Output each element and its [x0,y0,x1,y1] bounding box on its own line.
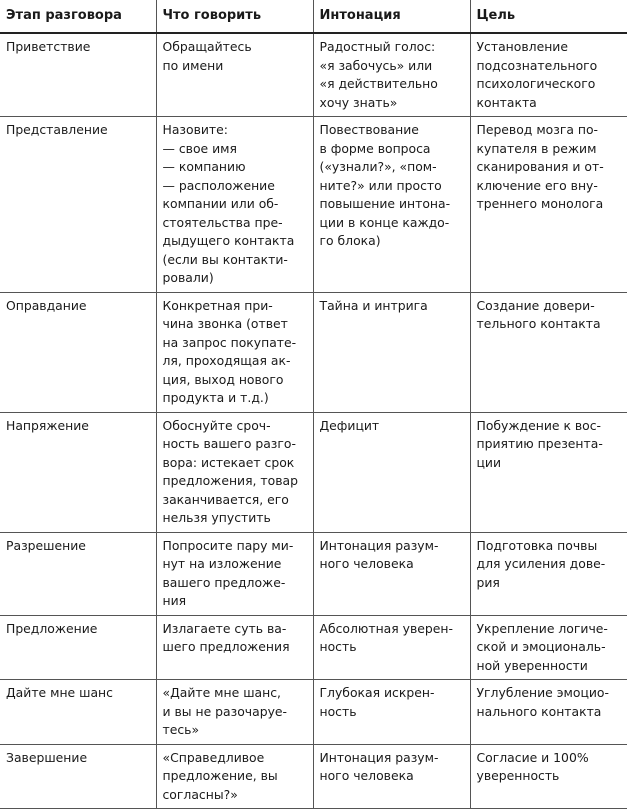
cell-stage: Разрешение [0,532,156,615]
cell-goal: Укрепление логиче- ской и эмоциональ- ной уверенности [470,615,627,680]
cell-intonation: Интонация разум- ного человека [313,744,470,809]
cell-intonation: Абсолютная уверен- ность [313,615,470,680]
table-row [0,532,627,615]
cell-intonation: Радостный голос: «я забочусь» или «я действительно хочу знать» [313,33,470,117]
cell-stage: Предложение [0,615,156,680]
cell-stage: Завершение [0,744,156,809]
cell-stage: Дайте мне шанс [0,680,156,745]
header-stage: Этап разговора [0,0,156,33]
cell-what-to-say: Конкретная при- чина звонка (ответ на запрос покупате- ля, проходящая ак- ция, выход нового продукта и т.д.) [156,292,313,412]
cell-stage: Напряжение [0,412,156,532]
cell-intonation: Глубокая искрен- ность [313,680,470,745]
table-row [0,744,627,809]
cell-what-to-say: Обращайтесь по имени [156,33,313,117]
cell-what-to-say: «Дайте мне шанс, и вы не разочаруе- тесь» [156,680,313,745]
cell-goal: Побуждение к вос- приятию презента- ции [470,412,627,532]
cell-intonation: Повествование в форме вопроса («узнали?», «пом- ните?» или просто повышение интона- ции в конце каждо- го блока) [313,117,470,293]
cell-goal: Подготовка почвы для усиления дове- рия [470,532,627,615]
cell-goal: Создание довери- тельного контакта [470,292,627,412]
cell-goal: Перевод мозга по- купателя в режим сканирования и от- ключение его вну- треннего монолога [470,117,627,293]
table-body [0,33,627,809]
table-row [0,412,627,532]
table-row [0,117,627,293]
cell-goal: Установление подсознательного психологического контакта [470,33,627,117]
cell-stage: Оправдание [0,292,156,412]
header-what-to-say: Что говорить [156,0,313,33]
cell-what-to-say: Назовите: — свое имя — компанию — расположение компании или об- стоятельства пре- дыдущего контакта (если вы контакти- ровали) [156,117,313,293]
cell-what-to-say: «Справедливое предложение, вы согласны?» [156,744,313,809]
cell-what-to-say: Попросите пару ми- нут на изложение вашего предложе- ния [156,532,313,615]
table-row [0,292,627,412]
header-row [0,0,627,33]
header-goal: Цель [470,0,627,33]
header-intonation: Интонация [313,0,470,33]
cell-goal: Углубление эмоцио- нального контакта [470,680,627,745]
cell-what-to-say: Излагаете суть ва- шего предложения [156,615,313,680]
table-row [0,615,627,680]
cell-intonation: Интонация разум- ного человека [313,532,470,615]
cell-goal: Согласие и 100% уверенность [470,744,627,809]
cell-stage: Приветствие [0,33,156,117]
table-header [0,0,627,33]
cell-intonation: Дефицит [313,412,470,532]
table-row [0,33,627,117]
table-row [0,680,627,745]
cell-what-to-say: Обоснуйте сроч- ность вашего разго- вора: истекает срок предложения, товар заканчивается, его нельзя упустить [156,412,313,532]
cell-stage: Представление [0,117,156,293]
cell-intonation: Тайна и интрига [313,292,470,412]
